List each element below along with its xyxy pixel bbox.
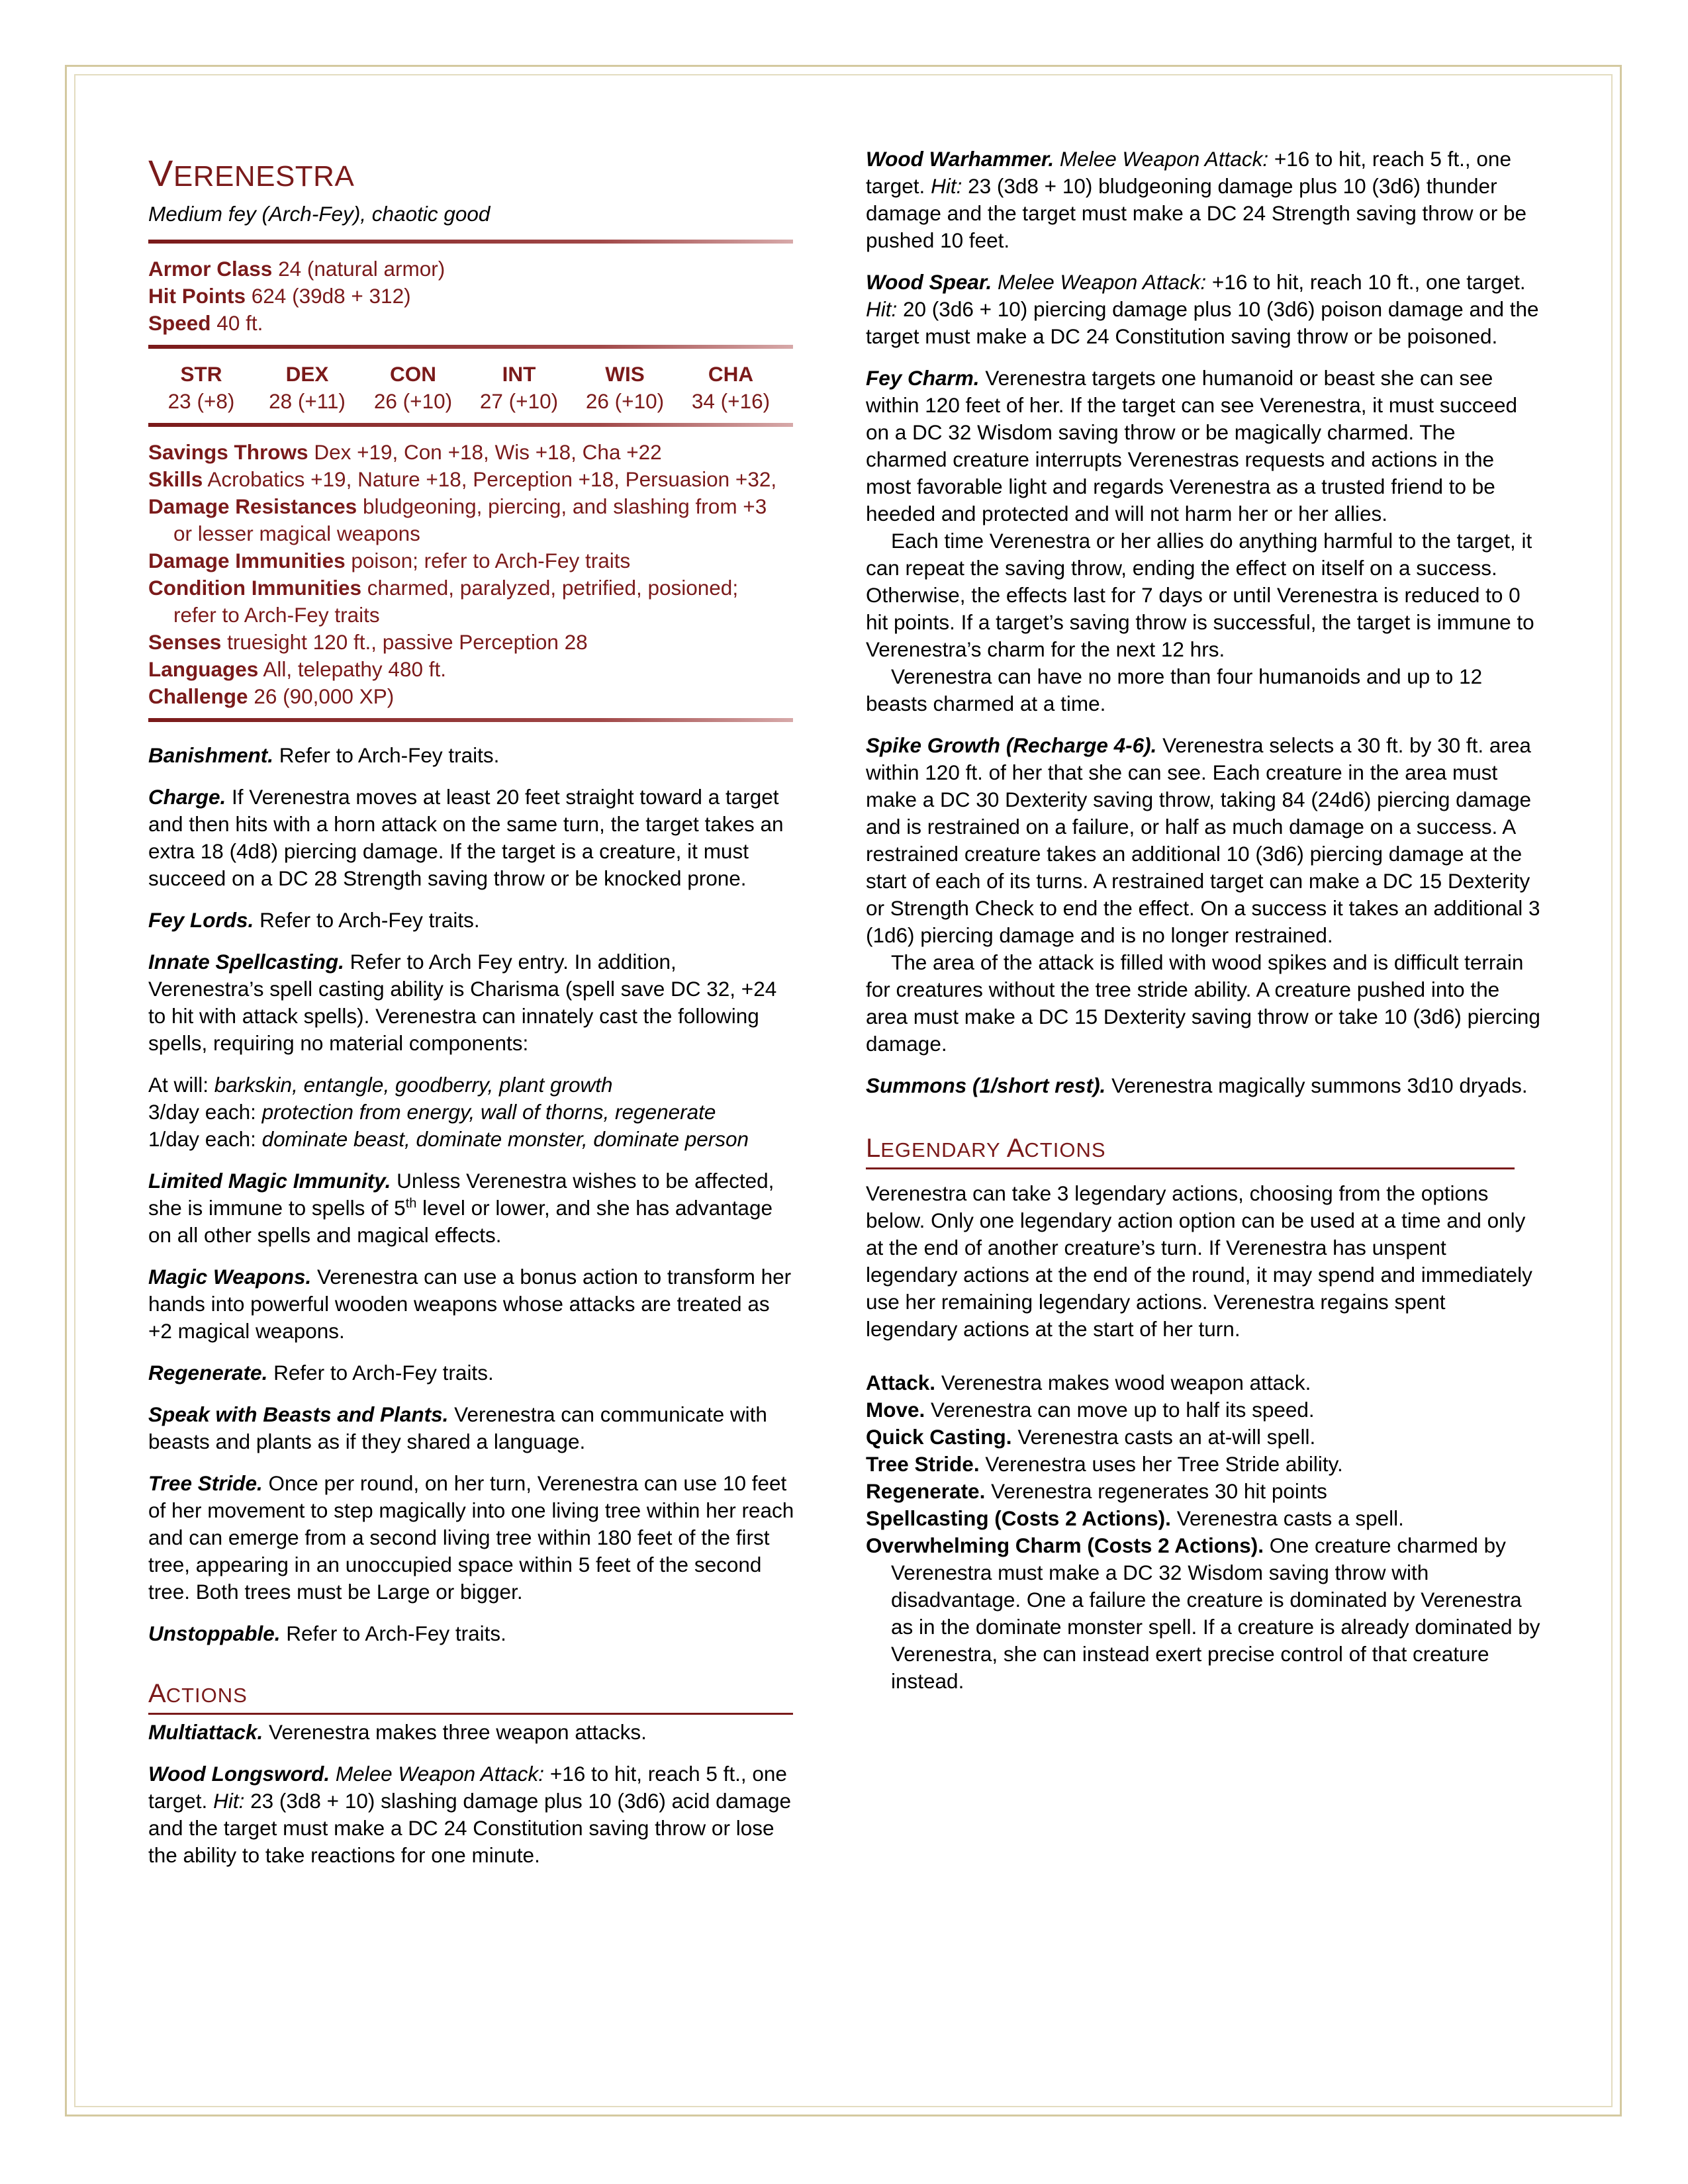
skills — [148, 466, 797, 493]
trait-text: Refer to Arch-Fey traits. — [259, 908, 480, 932]
trait-text: Refer to Arch Fey entry. In addition, Verenestra’s spell casting ability is Charisma (spell save DC 32, +24 to hit with attack spells). Verenestra can innately cast the following spells, requiring no material components: — [148, 950, 777, 1055]
legendary-name: Move. — [866, 1398, 925, 1422]
right-column — [866, 146, 1541, 1695]
action-summons — [866, 1072, 1541, 1099]
divider — [148, 423, 793, 427]
action-fey-charm — [866, 365, 1541, 717]
action-text: Verenestra magically summons 3d10 dryads. — [1111, 1073, 1528, 1097]
skills-value: Acrobatics +19, Nature +18, Perception +18, Persuasion +32, — [207, 467, 777, 491]
saving-throws-value: Dex +19, Con +18, Wis +18, Cha +22 — [314, 440, 662, 464]
trait-name: Magic Weapons. — [148, 1265, 312, 1289]
trait-name: Fey Lords. — [148, 908, 254, 932]
languages — [148, 656, 797, 683]
spell-line-1-day — [148, 1126, 797, 1153]
legendary-actions-list — [866, 1369, 1541, 1695]
name-initial: V — [148, 152, 173, 194]
trait-banishment — [148, 742, 797, 769]
trait-innate-spellcasting — [148, 948, 797, 1057]
action-text: 23 (3d8 + 10) bludgeoning damage plus 10 (3d6) thunder damage and the target must make a DC 24 Strength saving throw or be pushed 10 feet. — [866, 174, 1527, 252]
spell-freq: 1/day each: — [148, 1127, 256, 1151]
damage-immunities-label: Damage Immunities — [148, 549, 346, 572]
legendary-text: Verenestra can move up to half its speed. — [931, 1398, 1315, 1422]
condition-immunities-label: Condition Immunities — [148, 576, 361, 600]
divider — [148, 240, 793, 244]
action-text: 20 (3d6 + 10) piercing damage plus 10 (3d6) poison damage and the target must make a DC 24 Constitution saving throw or be poisoned. — [866, 297, 1539, 348]
action-name: Fey Charm. — [866, 366, 980, 390]
saving-throws — [148, 439, 797, 466]
damage-resistances-cont: or lesser magical weapons — [173, 522, 420, 545]
action-name: Wood Warhammer. — [866, 147, 1055, 171]
hit-points-value: 624 (39d8 + 312) — [251, 284, 411, 308]
spell-names: protection from energy, wall of thorns, regenerate — [261, 1100, 716, 1124]
challenge — [148, 683, 797, 710]
ability-name: INT — [502, 362, 536, 386]
trait-fey-lords — [148, 907, 797, 934]
legendary-intro: Verenestra can take 3 legendary actions, choosing from the options below. Only one legendary action option can be used at a time and only at the end of another creature’s turn. If Verenestra has unspent legendary actions at the end of the round, it may spend and immediately use her remaining legendary actions. Verenestra regains spent legendary actions at the start of her turn. — [866, 1181, 1532, 1341]
condition-immunities — [148, 574, 797, 602]
heading-rest: CTIONS — [165, 1684, 248, 1707]
trait-name: Charge. — [148, 785, 226, 809]
action-wood-spear — [866, 269, 1541, 350]
fey-charm-p1 — [866, 365, 1541, 527]
senses-label: Senses — [148, 630, 222, 654]
trait-name: Unstoppable. — [148, 1621, 281, 1645]
senses — [148, 629, 797, 656]
senses-value: truesight 120 ft., passive Perception 28 — [227, 630, 588, 654]
action-multiattack — [148, 1719, 797, 1746]
condition-immunities-value: charmed, paralyzed, petrified, posioned; — [367, 576, 739, 600]
ability-name: CON — [390, 362, 436, 386]
skills-label: Skills — [148, 467, 203, 491]
trait-text: If Verenestra moves at least 20 feet straight toward a target and then hits with a horn attack on the same turn, the target takes an extra 18 (4d8) piercing damage. If the target is a creature, it must succeed on a DC 28 Strength saving throw or be knocked prone. — [148, 785, 784, 890]
armor-class-value: 24 (natural armor) — [278, 257, 445, 281]
armor-class-label: Armor Class — [148, 257, 273, 281]
legendary-name: Quick Casting. — [866, 1425, 1012, 1449]
name-rest: ERENESTRA — [173, 160, 355, 193]
armor-class — [148, 255, 797, 283]
action-name: Summons (1/short rest). — [866, 1073, 1106, 1097]
ability-value: 26 (+10) — [585, 389, 665, 413]
trait-name: Banishment. — [148, 743, 274, 767]
trait-magic-weapons — [148, 1263, 797, 1345]
trait-text: Verenestra can use a bonus action to transform her hands into powerful wooden weapons whose attacks are treated as +2 magical weapons. — [148, 1265, 792, 1343]
hit-label: Hit: — [866, 297, 898, 321]
legendary-item — [866, 1478, 1541, 1505]
speed-label: Speed — [148, 311, 211, 335]
legendary-name: Tree Stride. — [866, 1452, 980, 1476]
trait-tree-stride — [148, 1470, 797, 1606]
trait-text: Refer to Arch-Fey traits. — [273, 1361, 494, 1385]
action-text: Verenestra makes three weapon attacks. — [269, 1720, 647, 1744]
divider — [148, 345, 793, 349]
attack-type: Melee Weapon Attack: — [1059, 147, 1269, 171]
superscript: th — [405, 1196, 417, 1211]
languages-value: All, telepathy 480 ft. — [263, 657, 446, 681]
damage-resistances — [148, 493, 797, 520]
legendary-name: Overwhelming Charm (Costs 2 Actions). — [866, 1533, 1264, 1557]
action-text: 23 (3d8 + 10) slashing damage plus 10 (3d6) acid damage and the target must make a DC 24 Constitution saving throw or lose the ability to take reactions for one minute. — [148, 1789, 792, 1867]
monster-name — [148, 154, 797, 197]
spell-list — [148, 1071, 797, 1153]
actions-heading — [148, 1678, 793, 1715]
legendary-item — [866, 1369, 1541, 1396]
attack-hit: +16 to hit, reach 10 ft., one target. — [1211, 270, 1526, 294]
hit-points — [148, 283, 797, 310]
legendary-item — [866, 1396, 1541, 1424]
heading-rest: EGENDARY — [880, 1138, 1007, 1161]
hit-label: Hit: — [213, 1789, 245, 1813]
trait-regenerate — [148, 1359, 797, 1387]
action-name: Spike Growth (Recharge 4-6). — [866, 733, 1157, 757]
trait-name: Limited Magic Immunity. — [148, 1169, 391, 1193]
spell-line-3-day — [148, 1099, 797, 1126]
action-name: Multiattack. — [148, 1720, 263, 1744]
heading-initial: A — [1006, 1134, 1025, 1163]
damage-immunities-value: poison; refer to Arch-Fey traits — [351, 549, 631, 572]
speed-value: 40 ft. — [216, 311, 263, 335]
trait-text: Verenestra can communicate with beasts and plants as if they shared a language. — [148, 1402, 767, 1453]
heading-initial: L — [866, 1134, 881, 1163]
trait-charge — [148, 784, 797, 892]
damage-immunities — [148, 547, 797, 574]
trait-name: Speak with Beasts and Plants. — [148, 1402, 449, 1426]
legendary-item — [866, 1505, 1541, 1532]
ability-value: 23 (+8) — [167, 389, 235, 413]
attack-type: Melee Weapon Attack: — [335, 1762, 545, 1786]
trait-unstoppable — [148, 1620, 797, 1647]
action-text: Verenestra targets one humanoid or beast she can see within 120 feet of her. If the target can see Verenestra, it must succeed on a DC 32 Wisdom saving throw or be magically charmed. The charmed creature interrupts Verenestras requests and actions in the most favorable light and regards Verenestra as a trusted friend to be heeded and protected and will not harm her or her allies. — [866, 366, 1518, 525]
damage-resistances-label: Damage Resistances — [148, 494, 357, 518]
trait-name: Innate Spellcasting. — [148, 950, 344, 974]
trait-text-cont: level or lower, and she has advantage on all other spells and magical effects. — [148, 1196, 773, 1247]
ability-name: STR — [180, 362, 222, 386]
fey-charm-p2: Each time Verenestra or her allies do anything harmful to the target, it can repeat the saving throw, ending the effect on itself on a success. Otherwise, the effects last for 7 days or until Verenestra is reduced to 0 hit points. If a target’s saving throw is successful, the target is immune to Verenestra’s charm for the next 12 hrs. — [866, 529, 1534, 661]
ability-name: CHA — [708, 362, 754, 386]
damage-resistances-value: bludgeoning, piercing, and slashing from +3 — [362, 494, 767, 518]
legendary-name: Spellcasting (Costs 2 Actions). — [866, 1506, 1171, 1530]
heading-rest: CTIONS — [1024, 1138, 1106, 1161]
hit-points-label: Hit Points — [148, 284, 246, 308]
spike-growth-p2: The area of the attack is filled with wood spikes and is difficult terrain for creatures without the tree stride ability. A creature pushed into the area must make a DC 15 Dexterity saving throw or take 10 (3d6) piercing damage. — [866, 950, 1540, 1056]
legendary-item — [866, 1532, 1541, 1695]
ability-value: 27 (+10) — [479, 389, 559, 413]
action-wood-warhammer — [866, 146, 1541, 254]
condition-immunities-cont: refer to Arch-Fey traits — [173, 603, 380, 627]
hit-label: Hit: — [931, 174, 962, 198]
attack-hit: +16 to hit, reach 5 ft., one target. — [866, 147, 1511, 198]
trait-text: Once per round, on her turn, Verenestra can use 10 feet of her movement to step magically into one living tree within her reach and can emerge from a second living tree within 180 feet of the first tree, appearing in an unoccupied space within 5 feet of the second tree. Both trees must be Large or bigger. — [148, 1471, 794, 1604]
spell-freq: 3/day each: — [148, 1100, 256, 1124]
legendary-text: Verenestra uses her Tree Stride ability. — [985, 1452, 1343, 1476]
ability-values — [148, 388, 784, 415]
legendary-text: One creature charmed by Verenestra must make a DC 32 Wisdom saving throw with disadvantage. One a failure the creature is dominated by Verenestra as in the dominate monster spell. If a creature is already dominated by Verenestra, she can instead exert precise control of that creature instead. — [891, 1533, 1540, 1693]
spell-names: dominate beast, dominate monster, dominate person — [261, 1127, 749, 1151]
trait-speak-with-beasts — [148, 1401, 797, 1455]
action-name: Wood Longsword. — [148, 1762, 330, 1786]
legendary-text: Verenestra casts a spell. — [1176, 1506, 1404, 1530]
legendary-name: Regenerate. — [866, 1479, 986, 1503]
spell-freq: At will: — [148, 1073, 209, 1097]
saving-throws-label: Savings Throws — [148, 440, 308, 464]
trait-name: Regenerate. — [148, 1361, 268, 1385]
legendary-text: Verenestra regenerates 30 hit points — [991, 1479, 1327, 1503]
trait-limited-magic-immunity — [148, 1167, 797, 1249]
legendary-text: Verenestra casts an at-will spell. — [1017, 1425, 1316, 1449]
fey-charm-p3: Verenestra can have no more than four humanoids and up to 12 beasts charmed at a time. — [866, 664, 1483, 715]
divider — [148, 718, 793, 722]
ability-name: DEX — [285, 362, 329, 386]
ability-name: WIS — [605, 362, 645, 386]
legendary-name: Attack. — [866, 1371, 936, 1394]
legendary-text: Verenestra makes wood weapon attack. — [941, 1371, 1311, 1394]
legendary-item — [866, 1424, 1541, 1451]
ability-value: 28 (+11) — [269, 389, 346, 413]
monster-subtitle: Medium fey (Arch-Fey), chaotic good — [148, 202, 491, 226]
ability-value: 26 (+10) — [373, 389, 453, 413]
challenge-value: 26 (90,000 XP) — [254, 684, 395, 708]
spike-growth-p1 — [866, 732, 1541, 949]
action-name: Wood Spear. — [866, 270, 992, 294]
trait-text: Refer to Arch-Fey traits. — [286, 1621, 506, 1645]
speed — [148, 310, 797, 337]
trait-text: Unless Verenestra wishes to be affected, she is immune to spells of 5 — [148, 1169, 774, 1220]
legendary-item — [866, 1451, 1541, 1478]
trait-name: Tree Stride. — [148, 1471, 263, 1495]
challenge-label: Challenge — [148, 684, 248, 708]
spell-names: barkskin, entangle, goodberry, plant growth — [214, 1073, 613, 1097]
spell-line-at-will — [148, 1071, 797, 1099]
heading-initial: A — [148, 1679, 166, 1708]
action-wood-longsword — [148, 1760, 797, 1869]
ability-value: 34 (+16) — [691, 389, 771, 413]
legendary-actions-heading — [866, 1132, 1515, 1169]
ability-headers — [148, 361, 784, 388]
languages-label: Languages — [148, 657, 259, 681]
trait-text: Refer to Arch-Fey traits. — [279, 743, 500, 767]
action-text: Verenestra selects a 30 ft. by 30 ft. area within 120 ft. of her that she can see. Each creature in the area must make a DC 30 Dexterity saving throw, taking 84 (24d6) piercing damage and is restrained on a failure, or half as much damage on a success. A restrained creature takes an additional 10 (3d6) piercing damage at the start of each of its turns. A restrained target can make a DC 15 Dexterity or Strength Check to end the effect. On a success it takes an additional 3 (1d6) piercing damage and is no longer restrained. — [866, 733, 1540, 947]
attack-type: Melee Weapon Attack: — [997, 270, 1207, 294]
action-spike-growth — [866, 732, 1541, 1058]
left-column — [148, 146, 797, 1884]
attack-hit: +16 to hit, reach 5 ft., one target. — [148, 1762, 787, 1813]
